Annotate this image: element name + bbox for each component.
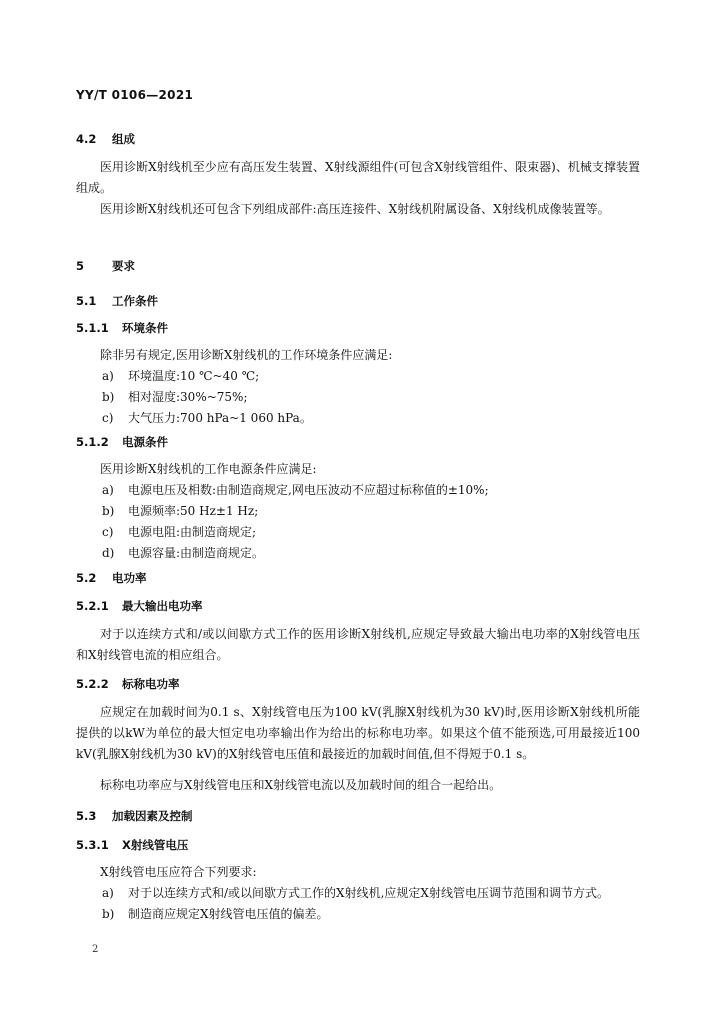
section-title: 标称电功率 — [122, 677, 180, 691]
section-4-2-paragraph-1: 医用诊断X射线机至少应有高压发生装置、X射线源组件(可包含X射线管组件、限束器)、机械支撑装置组成。 — [76, 160, 640, 195]
section-5-2-1-paragraph: 对于以连续方式和/或以间歇方式工作的医用诊断X射线机,应规定导致最大输出电功率的X射线管电压和X射线管电流的相应组合。 — [76, 627, 640, 662]
section-5-3-heading — [76, 808, 193, 824]
section-5-1-2-intro: 医用诊断X射线机的工作电源条件应满足: — [100, 462, 317, 476]
section-number: 5.1.1 — [76, 321, 109, 335]
section-4-2-paragraph-2: 医用诊断X射线机还可包含下列组成部件:高压连接件、X射线机附属设备、X射线机成像装置等。 — [100, 202, 610, 216]
section-5-heading — [76, 258, 135, 274]
section-5-2-2-paragraph-1: 应规定在加载时间为0.1 s、X射线管电压为100 kV(乳腺X射线机为30 kV)时,医用诊断X射线机所能提供的以kW为单位的最大恒定电功率输出作为给出的标称电功率。如果这个值不能预选,可用最接近100 kV(乳腺X射线机为30 kV)的X射线管电压值和最接近的加载时间值,但不得短于0.1 s。 — [76, 705, 640, 761]
section-title: 工作条件 — [112, 294, 158, 308]
section-number: 5.3 — [76, 809, 97, 823]
section-5-3-1-intro: X射线管电压应符合下列要求: — [100, 865, 257, 879]
section-number: 5 — [76, 259, 85, 273]
section-5-2-heading — [76, 570, 147, 586]
section-number: 5.2.2 — [76, 677, 109, 691]
list-item: a) 环境温度:10 ℃~40 ℃; — [102, 369, 260, 383]
section-title: X射线管电压 — [122, 838, 189, 852]
section-5-3-1-heading — [76, 837, 188, 853]
section-number: 5.2 — [76, 571, 97, 585]
section-title: 电源条件 — [122, 435, 168, 449]
section-title: 最大输出电功率 — [122, 599, 203, 613]
tube-voltage-requirements-list — [102, 883, 642, 925]
section-title: 要求 — [112, 259, 135, 273]
section-title: 组成 — [112, 132, 135, 146]
section-5-2-2-heading — [76, 676, 180, 692]
section-number: 4.2 — [76, 132, 97, 146]
power-supply-conditions-list — [102, 480, 642, 564]
section-5-1-1-heading — [76, 320, 168, 336]
list-item: a) 对于以连续方式和/或以间歇方式工作的X射线机,应规定X射线管电压调节范围和调节方式。 — [102, 886, 609, 900]
section-4-2-heading — [76, 131, 135, 147]
list-item: d) 电源容量:由制造商规定。 — [102, 546, 265, 560]
section-5-2-2-paragraph-2: 标称电功率应与X射线管电压和X射线管电流以及加载时间的组合一起给出。 — [100, 778, 502, 792]
section-title: 电功率 — [112, 571, 147, 585]
list-item: b) 相对湿度:30%~75%; — [102, 390, 248, 404]
section-title: 加载因素及控制 — [112, 809, 193, 823]
standard-code-header: YY/T 0106—2021 — [76, 88, 194, 102]
section-number: 5.1 — [76, 294, 97, 308]
section-5-1-1-intro: 除非另有规定,医用诊断X射线机的工作环境条件应满足: — [100, 348, 393, 362]
section-5-2-1-heading — [76, 598, 203, 614]
section-title: 环境条件 — [122, 321, 168, 335]
section-5-1-2-heading — [76, 434, 168, 450]
list-item: c) 电源电阻:由制造商规定; — [102, 525, 257, 539]
page-number: 2 — [92, 944, 99, 955]
list-item: b) 电源频率:50 Hz±1 Hz; — [102, 504, 259, 518]
section-number: 5.3.1 — [76, 838, 109, 852]
environment-conditions-list — [102, 366, 642, 429]
list-item: b) 制造商应规定X射线管电压值的偏差。 — [102, 907, 329, 921]
section-number: 5.2.1 — [76, 599, 109, 613]
list-item: a) 电源电压及相数:由制造商规定,网电压波动不应超过标称值的±10%; — [102, 483, 489, 497]
list-item: c) 大气压力:700 hPa~1 060 hPa。 — [102, 411, 312, 425]
section-5-1-heading — [76, 293, 158, 309]
section-number: 5.1.2 — [76, 435, 109, 449]
